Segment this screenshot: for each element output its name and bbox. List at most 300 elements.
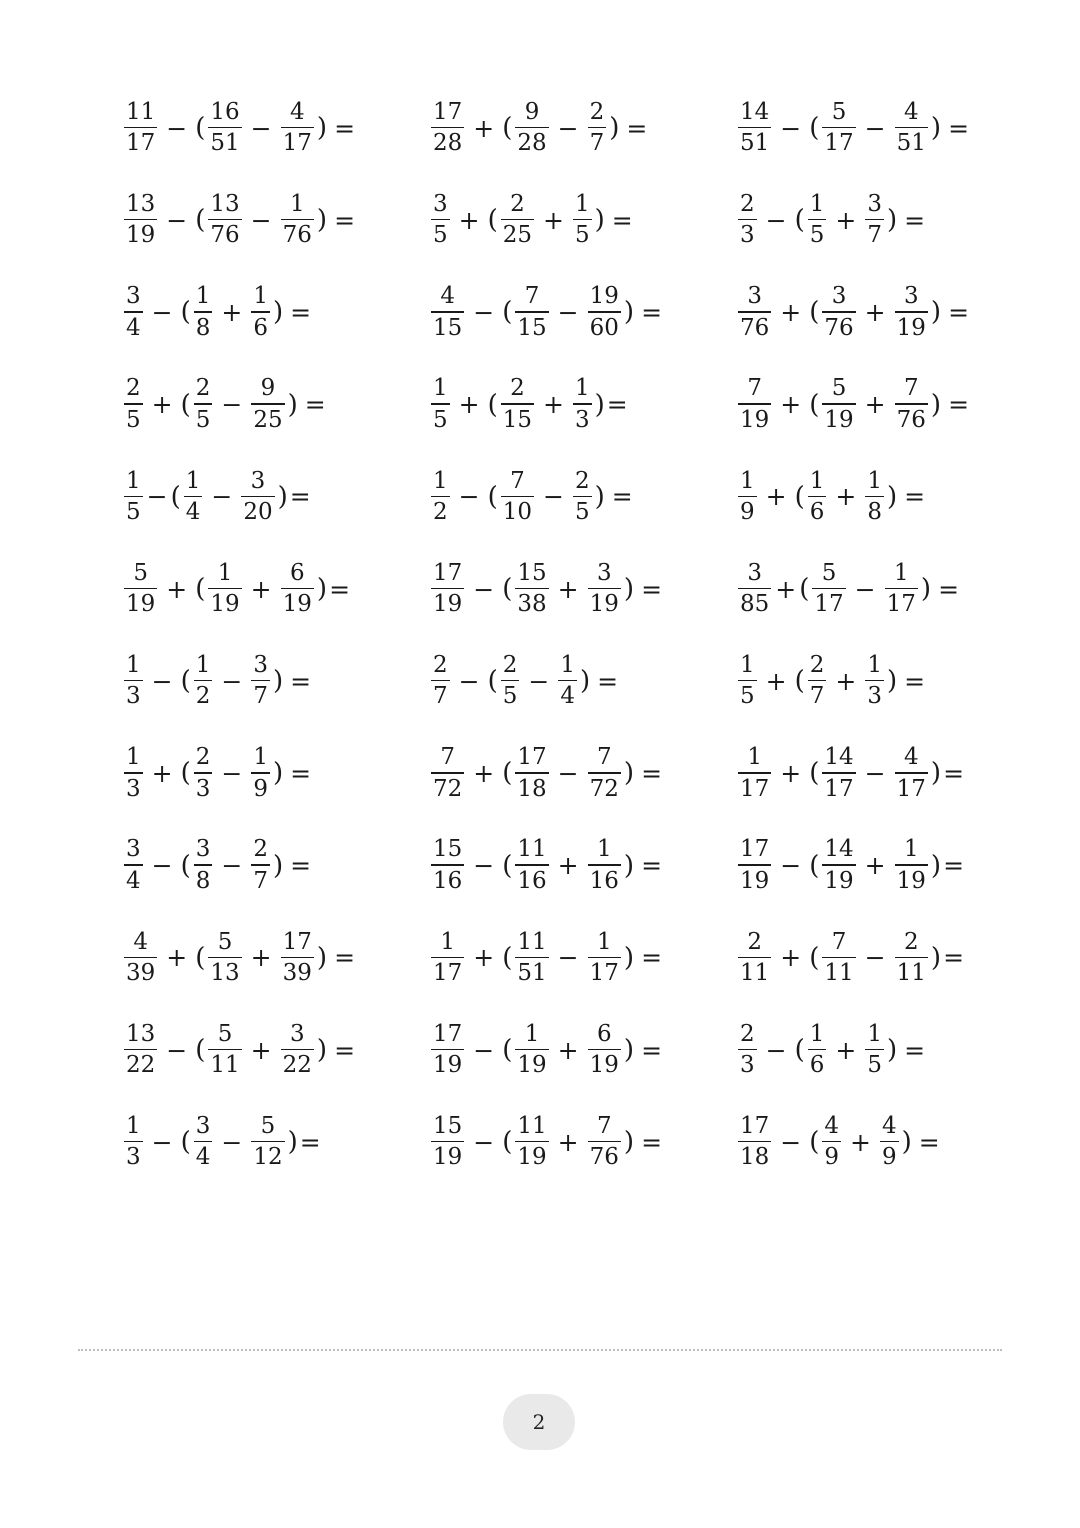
fraction bbox=[865, 1020, 884, 1079]
problem-row bbox=[0, 741, 1080, 805]
close-paren: ) bbox=[287, 1127, 298, 1158]
numerator: 1 bbox=[893, 559, 909, 586]
numerator: 4 bbox=[903, 744, 919, 771]
numerator: 1 bbox=[126, 651, 141, 678]
operator: + bbox=[151, 758, 173, 788]
denominator: 19 bbox=[126, 591, 156, 618]
numerator: 4 bbox=[824, 1112, 840, 1139]
equals-sign: = bbox=[938, 574, 960, 604]
denominator: 76 bbox=[824, 314, 854, 341]
denominator: 19 bbox=[433, 1052, 463, 1079]
operator: + bbox=[151, 390, 173, 420]
denominator: 9 bbox=[740, 499, 755, 526]
close-paren: ) bbox=[886, 481, 898, 512]
numerator: 14 bbox=[740, 98, 770, 125]
numerator: 3 bbox=[250, 467, 266, 494]
equals-sign: = bbox=[597, 666, 619, 696]
operator: − bbox=[151, 851, 173, 881]
numerator: 15 bbox=[517, 559, 547, 586]
fraction bbox=[808, 651, 827, 710]
fraction bbox=[515, 1020, 548, 1079]
denominator: 4 bbox=[185, 499, 201, 526]
fraction bbox=[865, 651, 884, 710]
numerator: 3 bbox=[195, 836, 211, 863]
numerator: 7 bbox=[524, 283, 540, 310]
equals-sign: = bbox=[641, 297, 663, 327]
denominator: 5 bbox=[574, 222, 590, 249]
fraction bbox=[124, 559, 157, 618]
fraction bbox=[501, 377, 534, 432]
equals-sign: = bbox=[948, 113, 970, 143]
denominator: 19 bbox=[824, 867, 854, 894]
operator: + bbox=[250, 943, 272, 973]
operator: − bbox=[473, 1035, 495, 1065]
open-paren: ( bbox=[794, 481, 805, 512]
denominator: 17 bbox=[886, 591, 916, 618]
operator: + bbox=[835, 666, 857, 696]
numerator: 1 bbox=[574, 190, 590, 217]
operator: − bbox=[864, 943, 886, 973]
operator: − bbox=[221, 390, 243, 420]
problem-row bbox=[0, 465, 1080, 529]
fraction bbox=[738, 746, 771, 801]
operator: + bbox=[765, 666, 787, 696]
denominator: 4 bbox=[126, 867, 141, 894]
denominator: 19 bbox=[824, 406, 854, 433]
numerator: 2 bbox=[740, 1020, 755, 1047]
arithmetic-problem bbox=[429, 373, 628, 437]
denominator: 7 bbox=[867, 222, 882, 249]
operator: + bbox=[864, 297, 886, 327]
operator: + bbox=[864, 390, 886, 420]
fraction bbox=[501, 651, 520, 710]
fraction bbox=[738, 98, 771, 157]
close-paren: ) bbox=[623, 850, 635, 881]
fraction bbox=[822, 98, 855, 157]
numerator: 2 bbox=[747, 928, 762, 955]
equals-sign: = bbox=[626, 113, 648, 143]
numerator: 1 bbox=[440, 928, 455, 955]
denominator: 18 bbox=[740, 1144, 770, 1171]
numerator: 17 bbox=[433, 98, 463, 125]
arithmetic-problem bbox=[122, 926, 355, 990]
problem-row bbox=[0, 557, 1080, 621]
arithmetic-problem bbox=[429, 1110, 662, 1174]
fraction bbox=[431, 190, 450, 249]
operator: + bbox=[835, 205, 857, 235]
denominator: 19 bbox=[433, 591, 463, 618]
close-paren: ) bbox=[316, 574, 328, 604]
arithmetic-problem bbox=[736, 926, 964, 990]
fraction bbox=[124, 1112, 143, 1171]
equals-sign: = bbox=[290, 851, 312, 881]
operator: + bbox=[458, 205, 480, 235]
close-paren: ) bbox=[623, 758, 635, 789]
fraction bbox=[865, 467, 884, 526]
equals-sign: = bbox=[290, 297, 312, 327]
arithmetic-problem bbox=[429, 1018, 662, 1082]
fraction bbox=[281, 1020, 314, 1079]
close-paren: ) bbox=[930, 850, 942, 881]
denominator: 60 bbox=[589, 314, 619, 341]
denominator: 12 bbox=[253, 1144, 283, 1171]
denominator: 17 bbox=[433, 960, 463, 987]
equals-sign: = bbox=[334, 113, 356, 143]
numerator: 7 bbox=[596, 744, 612, 771]
fraction bbox=[895, 746, 928, 801]
equals-sign: = bbox=[299, 1127, 321, 1157]
fraction bbox=[208, 1020, 241, 1079]
denominator: 8 bbox=[867, 499, 882, 526]
arithmetic-problem bbox=[429, 834, 662, 898]
equals-sign: = bbox=[290, 666, 312, 696]
numerator: 1 bbox=[574, 375, 590, 402]
operator: + bbox=[250, 1035, 272, 1065]
denominator: 19 bbox=[896, 867, 926, 894]
fraction bbox=[588, 1020, 621, 1079]
denominator: 19 bbox=[740, 867, 770, 894]
arithmetic-problem bbox=[736, 1110, 940, 1174]
open-paren: ( bbox=[195, 205, 206, 236]
denominator: 3 bbox=[574, 406, 590, 433]
fraction bbox=[808, 1020, 827, 1079]
equals-sign: = bbox=[606, 390, 628, 420]
problem-row bbox=[0, 649, 1080, 713]
denominator: 22 bbox=[126, 1052, 156, 1079]
numerator: 4 bbox=[133, 928, 148, 955]
operator: − bbox=[543, 482, 564, 512]
numerator: 17 bbox=[433, 1020, 463, 1047]
fraction bbox=[124, 651, 143, 710]
operator: − bbox=[221, 666, 243, 696]
denominator: 22 bbox=[282, 1052, 312, 1079]
equals-sign: = bbox=[641, 574, 663, 604]
denominator: 8 bbox=[195, 867, 211, 894]
denominator: 5 bbox=[502, 683, 518, 710]
arithmetic-problem bbox=[122, 465, 311, 529]
denominator: 76 bbox=[589, 1144, 619, 1171]
denominator: 28 bbox=[433, 130, 463, 157]
operator: + bbox=[850, 1127, 871, 1157]
denominator: 28 bbox=[517, 130, 547, 157]
fraction bbox=[738, 559, 771, 618]
fraction bbox=[738, 377, 771, 432]
arithmetic-problem bbox=[122, 373, 326, 437]
open-paren: ( bbox=[502, 297, 513, 328]
arithmetic-problem bbox=[429, 280, 662, 344]
operator: + bbox=[166, 574, 188, 604]
open-paren: ( bbox=[502, 1035, 513, 1065]
fraction bbox=[251, 651, 270, 710]
numerator: 1 bbox=[433, 375, 448, 402]
fraction bbox=[431, 1020, 464, 1079]
fraction bbox=[124, 467, 143, 526]
operator: − bbox=[557, 943, 579, 973]
numerator: 13 bbox=[210, 190, 240, 217]
equals-sign: = bbox=[641, 943, 663, 973]
operator: − bbox=[473, 574, 495, 604]
fraction bbox=[431, 746, 464, 801]
denominator: 19 bbox=[517, 1144, 547, 1171]
numerator: 5 bbox=[260, 1112, 276, 1139]
numerator: 2 bbox=[809, 651, 825, 678]
operator: − bbox=[151, 666, 173, 696]
denominator: 7 bbox=[589, 130, 605, 157]
denominator: 15 bbox=[517, 314, 547, 341]
operator: − bbox=[864, 758, 886, 788]
numerator: 3 bbox=[253, 651, 268, 678]
operator: + bbox=[543, 390, 564, 420]
denominator: 6 bbox=[809, 1052, 825, 1079]
denominator: 19 bbox=[282, 591, 312, 618]
close-paren: ) bbox=[930, 389, 942, 420]
denominator: 4 bbox=[195, 1144, 211, 1171]
open-paren: ( bbox=[180, 389, 191, 420]
numerator: 1 bbox=[126, 467, 141, 494]
fraction bbox=[885, 559, 918, 618]
fraction bbox=[208, 98, 241, 157]
denominator: 9 bbox=[253, 775, 268, 802]
fraction bbox=[281, 559, 314, 618]
fraction bbox=[431, 377, 450, 432]
denominator: 19 bbox=[589, 591, 619, 618]
numerator: 5 bbox=[217, 1020, 233, 1047]
equals-sign: = bbox=[904, 482, 926, 512]
close-paren: ) bbox=[287, 389, 298, 420]
equals-sign: = bbox=[334, 205, 356, 235]
denominator: 76 bbox=[282, 222, 312, 249]
operator: − bbox=[458, 482, 480, 512]
fraction bbox=[515, 838, 548, 893]
numerator: 1 bbox=[809, 1020, 825, 1047]
numerator: 4 bbox=[440, 283, 455, 310]
equals-sign: = bbox=[943, 943, 965, 973]
numerator: 7 bbox=[510, 467, 525, 494]
fraction bbox=[738, 651, 757, 710]
operator: + bbox=[557, 1035, 579, 1065]
fraction bbox=[281, 190, 314, 249]
problem-row bbox=[0, 1018, 1080, 1082]
equals-sign: = bbox=[641, 851, 663, 881]
fraction bbox=[251, 1112, 284, 1171]
fraction bbox=[812, 559, 845, 618]
open-paren: ( bbox=[502, 574, 513, 604]
arithmetic-problem bbox=[122, 834, 311, 898]
equals-sign: = bbox=[611, 205, 633, 235]
close-paren: ) bbox=[316, 205, 328, 236]
fraction bbox=[895, 98, 928, 157]
denominator: 17 bbox=[814, 591, 844, 618]
fraction bbox=[184, 467, 203, 526]
operator: + bbox=[543, 205, 564, 235]
denominator: 4 bbox=[560, 683, 575, 710]
fraction bbox=[194, 746, 213, 801]
numerator: 4 bbox=[903, 98, 919, 125]
numerator: 2 bbox=[195, 375, 211, 402]
arithmetic-problem bbox=[429, 649, 618, 713]
numerator: 2 bbox=[195, 744, 211, 771]
open-paren: ( bbox=[180, 666, 191, 697]
fraction bbox=[895, 285, 928, 340]
denominator: 17 bbox=[896, 775, 926, 802]
close-paren: ) bbox=[272, 297, 284, 328]
operator: − bbox=[166, 1035, 188, 1065]
fraction bbox=[208, 928, 241, 987]
fraction bbox=[515, 1112, 548, 1171]
arithmetic-problem bbox=[122, 1018, 355, 1082]
page-divider bbox=[78, 1349, 1002, 1351]
operator: + bbox=[166, 943, 188, 973]
denominator: 85 bbox=[740, 591, 770, 618]
operator: − bbox=[146, 482, 168, 512]
fraction bbox=[208, 190, 241, 249]
fraction bbox=[251, 746, 270, 801]
arithmetic-problem bbox=[736, 557, 959, 621]
fraction bbox=[738, 1020, 757, 1079]
denominator: 19 bbox=[433, 1144, 463, 1171]
equals-sign: = bbox=[304, 390, 326, 420]
close-paren: ) bbox=[272, 758, 284, 789]
numerator: 3 bbox=[433, 190, 448, 217]
numerator: 11 bbox=[517, 1112, 547, 1139]
denominator: 16 bbox=[589, 867, 619, 894]
problem-row bbox=[0, 1110, 1080, 1174]
fraction bbox=[431, 559, 464, 618]
operator: + bbox=[473, 943, 495, 973]
operator: + bbox=[557, 1127, 579, 1157]
arithmetic-problem bbox=[122, 741, 311, 805]
operator: + bbox=[765, 482, 787, 512]
denominator: 3 bbox=[740, 222, 755, 249]
fraction bbox=[822, 1112, 841, 1171]
operator: − bbox=[473, 851, 495, 881]
close-paren: ) bbox=[272, 850, 284, 881]
close-paren: ) bbox=[930, 758, 942, 789]
denominator: 2 bbox=[195, 683, 211, 710]
operator: − bbox=[765, 205, 787, 235]
fraction bbox=[124, 377, 143, 432]
denominator: 5 bbox=[126, 406, 141, 433]
fraction bbox=[822, 838, 855, 893]
arithmetic-problem bbox=[122, 557, 350, 621]
open-paren: ( bbox=[180, 1127, 191, 1158]
denominator: 5 bbox=[574, 499, 590, 526]
operator: + bbox=[250, 574, 272, 604]
operator: + bbox=[775, 574, 797, 604]
arithmetic-problem bbox=[429, 188, 633, 252]
equals-sign: = bbox=[904, 666, 926, 696]
open-paren: ( bbox=[794, 666, 805, 697]
fraction bbox=[588, 559, 621, 618]
numerator: 2 bbox=[903, 928, 919, 955]
denominator: 51 bbox=[210, 130, 240, 157]
numerator: 1 bbox=[126, 1112, 141, 1139]
open-paren: ( bbox=[502, 758, 513, 789]
numerator: 1 bbox=[867, 651, 882, 678]
fraction bbox=[515, 746, 548, 801]
denominator: 2 bbox=[433, 499, 448, 526]
fraction bbox=[194, 285, 213, 340]
numerator: 7 bbox=[747, 375, 762, 402]
numerator: 1 bbox=[185, 467, 201, 494]
denominator: 3 bbox=[867, 683, 882, 710]
denominator: 19 bbox=[126, 222, 156, 249]
denominator: 72 bbox=[433, 775, 463, 802]
open-paren: ( bbox=[809, 942, 820, 973]
numerator: 3 bbox=[126, 836, 141, 863]
close-paren: ) bbox=[594, 481, 605, 512]
problem-row bbox=[0, 96, 1080, 160]
numerator: 7 bbox=[831, 928, 847, 955]
numerator: 6 bbox=[596, 1020, 612, 1047]
arithmetic-problem bbox=[122, 96, 355, 160]
fraction bbox=[515, 559, 548, 618]
arithmetic-problem bbox=[122, 280, 311, 344]
fraction bbox=[501, 190, 534, 249]
open-paren: ( bbox=[502, 942, 513, 973]
numerator: 1 bbox=[903, 836, 919, 863]
denominator: 7 bbox=[253, 683, 268, 710]
numerator: 2 bbox=[433, 651, 448, 678]
fraction bbox=[738, 928, 771, 987]
open-paren: ( bbox=[180, 758, 191, 789]
denominator: 20 bbox=[243, 499, 273, 526]
operator: − bbox=[221, 758, 243, 788]
fraction bbox=[738, 1112, 771, 1171]
operator: − bbox=[528, 666, 550, 696]
close-paren: ) bbox=[623, 574, 635, 604]
denominator: 19 bbox=[740, 406, 770, 433]
open-paren: ( bbox=[502, 850, 513, 881]
equals-sign: = bbox=[641, 758, 663, 788]
denominator: 18 bbox=[517, 775, 547, 802]
denominator: 16 bbox=[517, 867, 547, 894]
open-paren: ( bbox=[799, 574, 810, 604]
numerator: 1 bbox=[867, 1020, 882, 1047]
equals-sign: = bbox=[334, 1035, 356, 1065]
open-paren: ( bbox=[794, 1035, 805, 1065]
numerator: 5 bbox=[217, 928, 233, 955]
numerator: 1 bbox=[253, 283, 268, 310]
numerator: 3 bbox=[289, 1020, 305, 1047]
problem-row bbox=[0, 280, 1080, 344]
operator: − bbox=[458, 666, 480, 696]
numerator: 5 bbox=[831, 375, 847, 402]
open-paren: ( bbox=[487, 205, 498, 236]
numerator: 3 bbox=[867, 190, 882, 217]
operator: − bbox=[166, 205, 188, 235]
numerator: 19 bbox=[589, 283, 619, 310]
equals-sign: = bbox=[904, 1035, 926, 1065]
arithmetic-problem bbox=[736, 188, 925, 252]
open-paren: ( bbox=[180, 297, 191, 328]
denominator: 3 bbox=[126, 1144, 141, 1171]
fraction bbox=[738, 190, 757, 249]
close-paren: ) bbox=[623, 297, 635, 328]
numerator: 17 bbox=[740, 836, 770, 863]
close-paren: ) bbox=[272, 666, 284, 697]
numerator: 11 bbox=[517, 836, 547, 863]
fraction bbox=[588, 98, 607, 157]
fraction bbox=[251, 377, 284, 432]
numerator: 2 bbox=[740, 190, 755, 217]
arithmetic-problem bbox=[736, 834, 964, 898]
denominator: 11 bbox=[740, 960, 770, 987]
denominator: 5 bbox=[867, 1052, 882, 1079]
numerator: 5 bbox=[831, 98, 847, 125]
denominator: 25 bbox=[253, 406, 283, 433]
fraction bbox=[588, 746, 621, 801]
